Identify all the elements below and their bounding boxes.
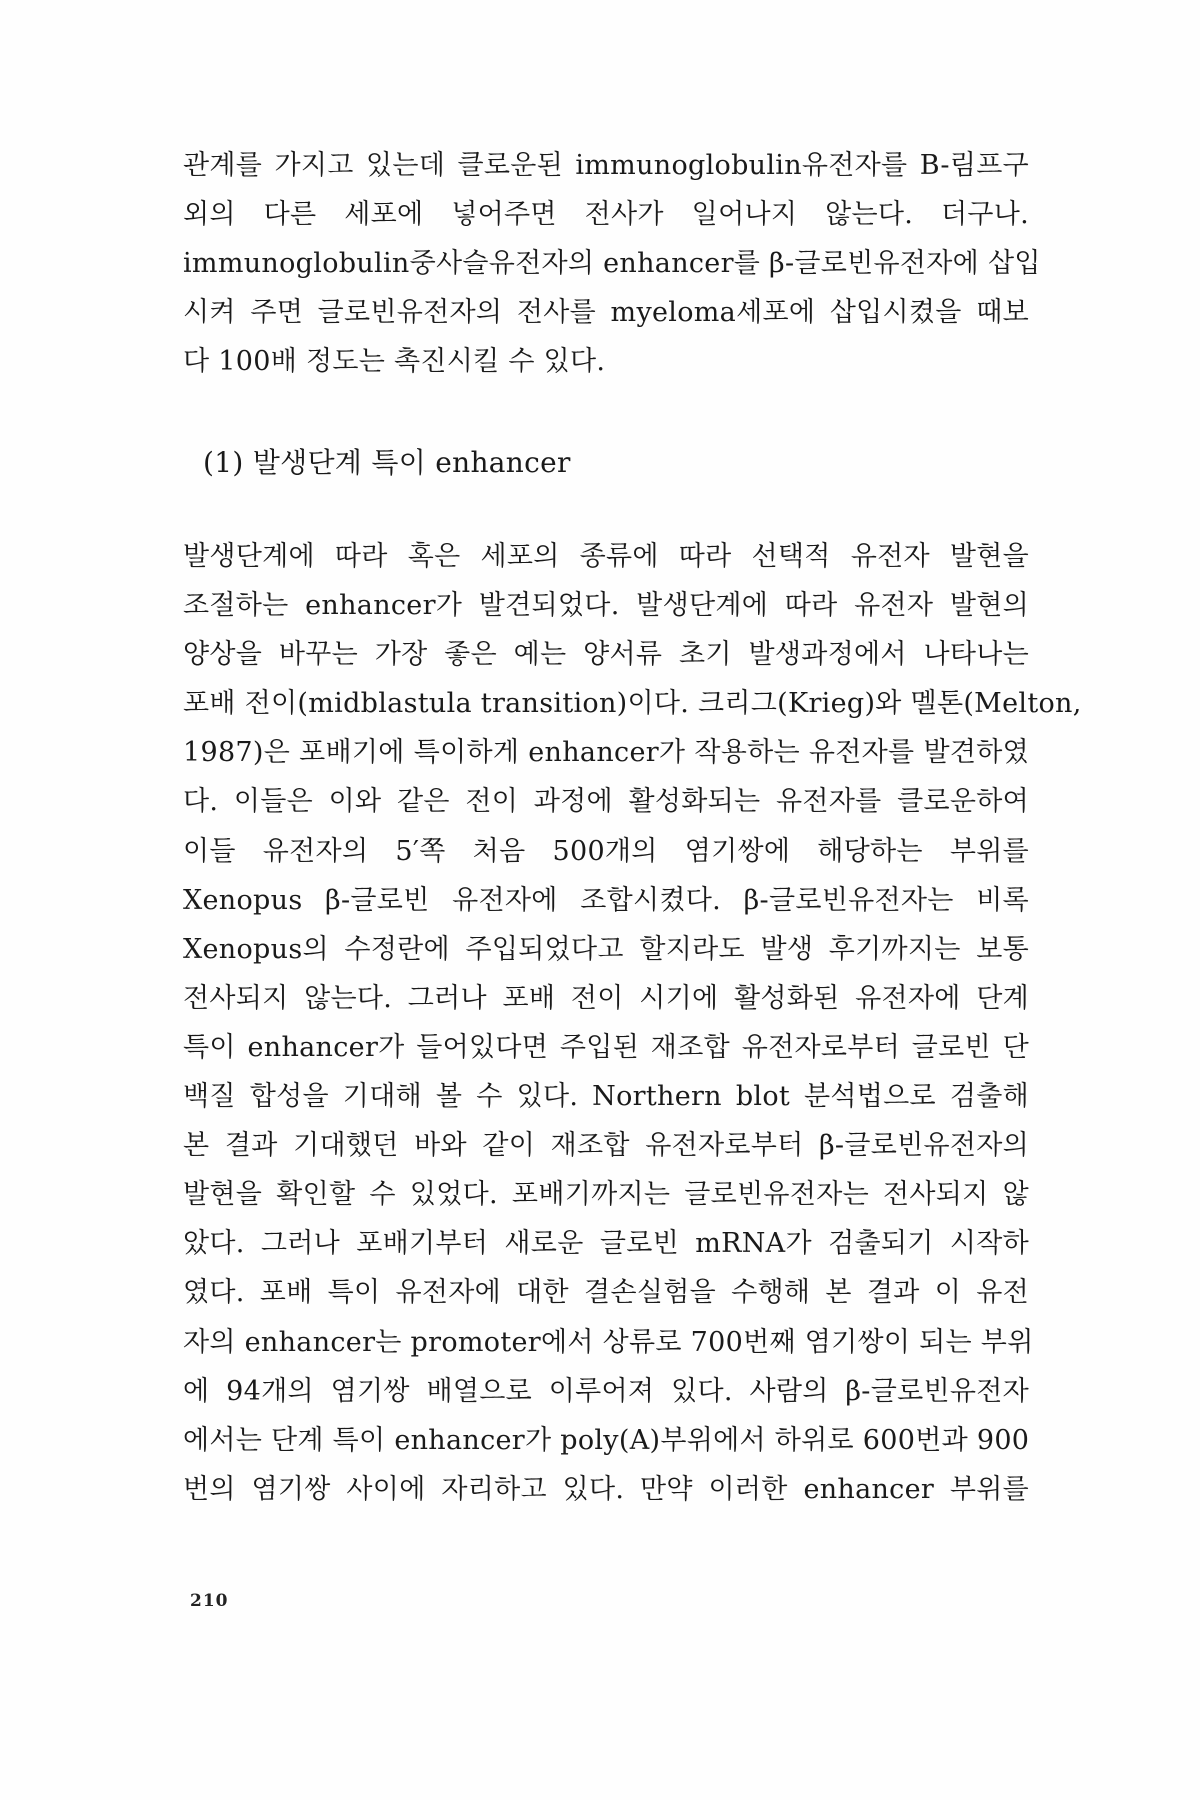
text-line: immunoglobulin중사슬유전자의 enhancer를 β-글로빈유전자에 삽입: [183, 248, 1041, 279]
text-line: 발생단계에 따라 혹은 세포의 종류에 따라 선택적 유전자 발현을: [183, 541, 1029, 572]
text-line: 시켜 주면 글로빈유전자의 전사를 myeloma세포에 삽입시켰을 때보: [183, 297, 1029, 328]
text-line: 관계를 가지고 있는데 클로운된 immunoglobulin유전자를 B-림프구: [183, 150, 1029, 181]
text-line: 에서는 단계 특이 enhancer가 poly(A)부위에서 하위로 600번과 900: [183, 1424, 1030, 1456]
text-line: 다 100배 정도는 촉진시킬 수 있다.: [183, 346, 606, 377]
text-line: 조절하는 enhancer가 발견되었다. 발생단계에 따라 유전자 발현의: [183, 590, 1029, 622]
text-line: 았다. 그러나 포배기부터 새로운 글로빈 mRNA가 검출되기 시작하: [183, 1228, 1029, 1260]
text-line: 번의 염기쌍 사이에 자리하고 있다. 만약 이러한 enhancer 부위를: [183, 1473, 1029, 1505]
paragraph-2: [183, 532, 1082, 1514]
text-line: 포배 전이(midblastula transition)이다. 크리그(Krieg)와 멜톤(Melton,: [183, 688, 1082, 720]
text-line: 특이 enhancer가 들어있다면 주입된 재조합 유전자로부터 글로빈 단: [183, 1031, 1029, 1063]
section-heading: (1) 발생단계 특이 enhancer: [203, 446, 571, 479]
text-line: 본 결과 기대했던 바와 같이 재조합 유전자로부터 β-글로빈유전자의: [183, 1130, 1029, 1162]
text-line: 에 94개의 염기쌍 배열으로 이루어져 있다. 사람의 β-글로빈유전자: [183, 1375, 1029, 1407]
text-line: 1987)은 포배기에 특이하게 enhancer가 작용하는 유전자를 발견하였: [183, 737, 1029, 769]
paragraph-1: [183, 141, 1041, 386]
text-line: 발현을 확인할 수 있었다. 포배기까지는 글로빈유전자는 전사되지 않: [183, 1179, 1029, 1211]
text-line: 자의 enhancer는 promoter에서 상류로 700번째 염기쌍이 되는 부위: [183, 1326, 1034, 1358]
text-line: 양상을 바꾸는 가장 좋은 예는 양서류 초기 발생과정에서 나타나는: [183, 639, 1029, 671]
text-line: 이들 유전자의 5′쪽 처음 500개의 염기쌍에 해당하는 부위를: [183, 835, 1029, 867]
text-line: Xenopus β-글로빈 유전자에 조합시켰다. β-글로빈유전자는 비록: [183, 884, 1029, 916]
text-line: 백질 합성을 기대해 볼 수 있다. Northern blot 분석법으로 검출해: [183, 1081, 1029, 1113]
text-line: Xenopus의 수정란에 주입되었다고 할지라도 발생 후기까지는 보통: [183, 933, 1029, 965]
text-line: 다. 이들은 이와 같은 전이 과정에 활성화되는 유전자를 클로운하여: [183, 786, 1029, 818]
text-line: 외의 다른 세포에 넣어주면 전사가 일어나지 않는다. 더구나.: [183, 199, 1029, 230]
text-line: 전사되지 않는다. 그러나 포배 전이 시기에 활성화된 유전자에 단계: [183, 982, 1029, 1014]
text-line: 였다. 포배 특이 유전자에 대한 결손실험을 수행해 본 결과 이 유전: [183, 1277, 1029, 1309]
page-number: 210: [190, 1591, 229, 1611]
